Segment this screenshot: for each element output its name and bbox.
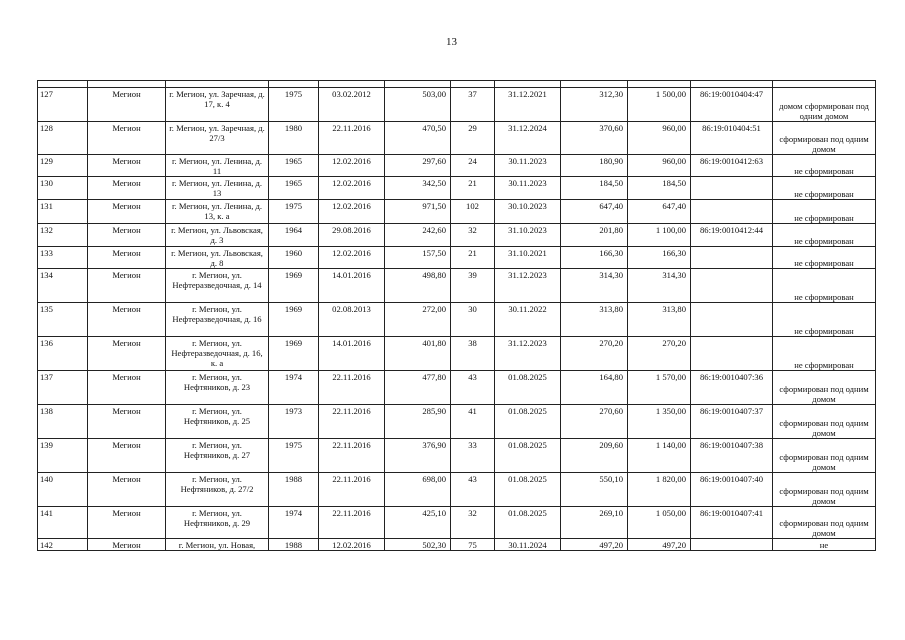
row-number: 142 <box>38 539 88 551</box>
year-cell: 1975 <box>269 88 319 122</box>
count-cell: 24 <box>451 155 495 177</box>
city-cell: Мегион <box>88 507 166 539</box>
count-cell: 30 <box>451 303 495 337</box>
date-cell: 22.11.2016 <box>319 507 385 539</box>
row-number: 140 <box>38 473 88 507</box>
row-number: 137 <box>38 371 88 405</box>
land-area-cell: 314,30 <box>628 269 691 303</box>
plan-date-cell: 01.08.2025 <box>495 473 561 507</box>
address-cell: г. Мегион, ул. Нефтеразведочная, д. 16, к. а <box>166 337 269 371</box>
status-cell: сформирован под одним домом <box>773 439 876 473</box>
table-header-row <box>38 81 876 88</box>
plan-date-cell: 31.10.2021 <box>495 247 561 269</box>
status-cell: не сформирован <box>773 200 876 224</box>
area-cell: 503,00 <box>385 88 451 122</box>
year-cell: 1975 <box>269 200 319 224</box>
cadastral-number-cell: 86:19:0010407:36 <box>691 371 773 405</box>
city-cell: Мегион <box>88 122 166 155</box>
table-row <box>38 122 876 155</box>
year-cell: 1965 <box>269 155 319 177</box>
area-living-cell: 497,20 <box>561 539 628 551</box>
count-cell: 38 <box>451 337 495 371</box>
address-cell: г. Мегион, ул. Ленина, д. 11 <box>166 155 269 177</box>
date-cell: 12.02.2016 <box>319 177 385 200</box>
cadastral-number-cell: 86:19:0010412:44 <box>691 224 773 247</box>
count-cell: 43 <box>451 473 495 507</box>
address-cell: г. Мегион, ул. Новая, <box>166 539 269 551</box>
city-cell: Мегион <box>88 405 166 439</box>
count-cell: 75 <box>451 539 495 551</box>
address-cell: г. Мегион, ул. Ленина, д. 13 <box>166 177 269 200</box>
count-cell: 39 <box>451 269 495 303</box>
address-cell: г. Мегион, ул. Нефтяников, д. 27/2 <box>166 473 269 507</box>
date-cell: 02.08.2013 <box>319 303 385 337</box>
table-row <box>38 200 876 224</box>
cadastral-number-cell <box>691 247 773 269</box>
area-living-cell: 270,60 <box>561 405 628 439</box>
table-row <box>38 405 876 439</box>
plan-date-cell: 30.11.2024 <box>495 539 561 551</box>
year-cell: 1964 <box>269 224 319 247</box>
area-living-cell: 201,80 <box>561 224 628 247</box>
status-cell: сформирован под одним домом <box>773 473 876 507</box>
city-cell: Мегион <box>88 247 166 269</box>
status-cell: не сформирован <box>773 303 876 337</box>
table-row <box>38 177 876 200</box>
count-cell: 32 <box>451 224 495 247</box>
address-cell: г. Мегион, ул. Ленина, д. 13, к. а <box>166 200 269 224</box>
date-cell: 22.11.2016 <box>319 405 385 439</box>
area-living-cell: 370,60 <box>561 122 628 155</box>
area-living-cell: 269,10 <box>561 507 628 539</box>
land-area-cell: 184,50 <box>628 177 691 200</box>
land-area-cell: 1 500,00 <box>628 88 691 122</box>
cadastral-number-cell <box>691 539 773 551</box>
plan-date-cell: 31.12.2023 <box>495 337 561 371</box>
row-number: 129 <box>38 155 88 177</box>
address-cell: г. Мегион, ул. Львовская, д. 8 <box>166 247 269 269</box>
plan-date-cell: 30.11.2022 <box>495 303 561 337</box>
row-number: 133 <box>38 247 88 269</box>
year-cell: 1974 <box>269 371 319 405</box>
date-cell: 29.08.2016 <box>319 224 385 247</box>
city-cell: Мегион <box>88 473 166 507</box>
row-number: 136 <box>38 337 88 371</box>
count-cell: 33 <box>451 439 495 473</box>
area-living-cell: 313,80 <box>561 303 628 337</box>
plan-date-cell: 31.12.2021 <box>495 88 561 122</box>
row-number: 131 <box>38 200 88 224</box>
status-cell: не сформирован <box>773 224 876 247</box>
land-area-cell: 1 820,00 <box>628 473 691 507</box>
count-cell: 37 <box>451 88 495 122</box>
plan-date-cell: 01.08.2025 <box>495 439 561 473</box>
city-cell: Мегион <box>88 224 166 247</box>
status-cell: не <box>773 539 876 551</box>
address-cell: г. Мегион, ул. Заречная, д. 17, к. 4 <box>166 88 269 122</box>
year-cell: 1960 <box>269 247 319 269</box>
row-number: 138 <box>38 405 88 439</box>
cadastral-number-cell <box>691 269 773 303</box>
address-cell: г. Мегион, ул. Нефтяников, д. 27 <box>166 439 269 473</box>
table-row <box>38 269 876 303</box>
row-number: 128 <box>38 122 88 155</box>
land-area-cell: 960,00 <box>628 155 691 177</box>
table-row <box>38 155 876 177</box>
area-living-cell: 314,30 <box>561 269 628 303</box>
date-cell: 22.11.2016 <box>319 122 385 155</box>
count-cell: 32 <box>451 507 495 539</box>
area-cell: 157,50 <box>385 247 451 269</box>
date-cell: 12.02.2016 <box>319 155 385 177</box>
count-cell: 102 <box>451 200 495 224</box>
area-cell: 470,50 <box>385 122 451 155</box>
status-cell: не сформирован <box>773 177 876 200</box>
count-cell: 29 <box>451 122 495 155</box>
date-cell: 03.02.2012 <box>319 88 385 122</box>
plan-date-cell: 31.10.2023 <box>495 224 561 247</box>
area-cell: 401,80 <box>385 337 451 371</box>
year-cell: 1988 <box>269 473 319 507</box>
area-living-cell: 550,10 <box>561 473 628 507</box>
address-cell: г. Мегион, ул. Заречная, д. 27/3 <box>166 122 269 155</box>
status-cell: сформирован под одним домом <box>773 405 876 439</box>
city-cell: Мегион <box>88 337 166 371</box>
year-cell: 1969 <box>269 337 319 371</box>
count-cell: 43 <box>451 371 495 405</box>
row-number: 139 <box>38 439 88 473</box>
land-area-cell: 1 140,00 <box>628 439 691 473</box>
date-cell: 22.11.2016 <box>319 473 385 507</box>
year-cell: 1974 <box>269 507 319 539</box>
year-cell: 1969 <box>269 269 319 303</box>
area-living-cell: 166,30 <box>561 247 628 269</box>
land-area-cell: 166,30 <box>628 247 691 269</box>
area-cell: 502,30 <box>385 539 451 551</box>
table-row <box>38 303 876 337</box>
status-cell: сформирован под одним домом <box>773 371 876 405</box>
land-area-cell: 647,40 <box>628 200 691 224</box>
cadastral-number-cell: 86:19:0010407:37 <box>691 405 773 439</box>
year-cell: 1988 <box>269 539 319 551</box>
address-cell: г. Мегион, ул. Нефтяников, д. 23 <box>166 371 269 405</box>
plan-date-cell: 01.08.2025 <box>495 405 561 439</box>
area-cell: 698,00 <box>385 473 451 507</box>
status-cell: домом сформирован под одним домом <box>773 88 876 122</box>
area-living-cell: 312,30 <box>561 88 628 122</box>
area-cell: 342,50 <box>385 177 451 200</box>
plan-date-cell: 30.10.2023 <box>495 200 561 224</box>
date-cell: 12.02.2016 <box>319 247 385 269</box>
table-row <box>38 473 876 507</box>
area-cell: 425,10 <box>385 507 451 539</box>
status-cell: сформирован под одним домом <box>773 122 876 155</box>
area-living-cell: 180,90 <box>561 155 628 177</box>
land-area-cell: 960,00 <box>628 122 691 155</box>
land-area-cell: 1 350,00 <box>628 405 691 439</box>
housing-registry-table <box>37 80 876 551</box>
cadastral-number-cell <box>691 200 773 224</box>
area-cell: 376,90 <box>385 439 451 473</box>
table-row <box>38 507 876 539</box>
cadastral-number-cell: 86:19:0010407:38 <box>691 439 773 473</box>
area-living-cell: 270,20 <box>561 337 628 371</box>
year-cell: 1965 <box>269 177 319 200</box>
area-cell: 297,60 <box>385 155 451 177</box>
row-number: 141 <box>38 507 88 539</box>
city-cell: Мегион <box>88 177 166 200</box>
city-cell: Мегион <box>88 269 166 303</box>
area-living-cell: 184,50 <box>561 177 628 200</box>
status-cell: не сформирован <box>773 269 876 303</box>
city-cell: Мегион <box>88 155 166 177</box>
address-cell: г. Мегион, ул. Львовская, д. 3 <box>166 224 269 247</box>
table-row <box>38 224 876 247</box>
land-area-cell: 1 100,00 <box>628 224 691 247</box>
count-cell: 21 <box>451 247 495 269</box>
plan-date-cell: 30.11.2023 <box>495 177 561 200</box>
area-cell: 272,00 <box>385 303 451 337</box>
status-cell: не сформирован <box>773 337 876 371</box>
area-cell: 498,80 <box>385 269 451 303</box>
count-cell: 21 <box>451 177 495 200</box>
row-number: 135 <box>38 303 88 337</box>
area-living-cell: 209,60 <box>561 439 628 473</box>
year-cell: 1975 <box>269 439 319 473</box>
land-area-cell: 270,20 <box>628 337 691 371</box>
address-cell: г. Мегион, ул. Нефтяников, д. 25 <box>166 405 269 439</box>
cadastral-number-cell: 86:19:0010407:41 <box>691 507 773 539</box>
address-cell: г. Мегион, ул. Нефтеразведочная, д. 14 <box>166 269 269 303</box>
cadastral-number-cell: 86:19:010404:51 <box>691 122 773 155</box>
cadastral-number-cell: 86:19:0010407:40 <box>691 473 773 507</box>
plan-date-cell: 31.12.2023 <box>495 269 561 303</box>
date-cell: 14.01.2016 <box>319 337 385 371</box>
address-cell: г. Мегион, ул. Нефтеразведочная, д. 16 <box>166 303 269 337</box>
city-cell: Мегион <box>88 200 166 224</box>
status-cell: сформирован под одним домом <box>773 507 876 539</box>
plan-date-cell: 30.11.2023 <box>495 155 561 177</box>
status-cell: не сформирован <box>773 155 876 177</box>
city-cell: Мегион <box>88 439 166 473</box>
cadastral-number-cell: 86:19:0010412:63 <box>691 155 773 177</box>
date-cell: 22.11.2016 <box>319 439 385 473</box>
area-cell: 477,80 <box>385 371 451 405</box>
cadastral-number-cell <box>691 177 773 200</box>
address-cell: г. Мегион, ул. Нефтяников, д. 29 <box>166 507 269 539</box>
table-row <box>38 539 876 551</box>
land-area-cell: 1 050,00 <box>628 507 691 539</box>
city-cell: Мегион <box>88 539 166 551</box>
table-row <box>38 337 876 371</box>
date-cell: 12.02.2016 <box>319 539 385 551</box>
plan-date-cell: 01.08.2025 <box>495 371 561 405</box>
table-row <box>38 247 876 269</box>
area-cell: 285,90 <box>385 405 451 439</box>
area-living-cell: 647,40 <box>561 200 628 224</box>
plan-date-cell: 31.12.2024 <box>495 122 561 155</box>
page-number: 13 <box>446 36 457 48</box>
row-number: 130 <box>38 177 88 200</box>
area-cell: 971,50 <box>385 200 451 224</box>
area-cell: 242,60 <box>385 224 451 247</box>
row-number: 134 <box>38 269 88 303</box>
year-cell: 1980 <box>269 122 319 155</box>
area-living-cell: 164,80 <box>561 371 628 405</box>
cadastral-number-cell <box>691 337 773 371</box>
year-cell: 1973 <box>269 405 319 439</box>
date-cell: 22.11.2016 <box>319 371 385 405</box>
count-cell: 41 <box>451 405 495 439</box>
year-cell: 1969 <box>269 303 319 337</box>
city-cell: Мегион <box>88 303 166 337</box>
cadastral-number-cell: 86:19:0010404:47 <box>691 88 773 122</box>
land-area-cell: 1 570,00 <box>628 371 691 405</box>
row-number: 132 <box>38 224 88 247</box>
land-area-cell: 497,20 <box>628 539 691 551</box>
cadastral-number-cell <box>691 303 773 337</box>
status-cell: не сформирован <box>773 247 876 269</box>
table-row <box>38 88 876 122</box>
table-row <box>38 371 876 405</box>
city-cell: Мегион <box>88 88 166 122</box>
date-cell: 14.01.2016 <box>319 269 385 303</box>
row-number: 127 <box>38 88 88 122</box>
date-cell: 12.02.2016 <box>319 200 385 224</box>
table-row <box>38 439 876 473</box>
plan-date-cell: 01.08.2025 <box>495 507 561 539</box>
land-area-cell: 313,80 <box>628 303 691 337</box>
city-cell: Мегион <box>88 371 166 405</box>
